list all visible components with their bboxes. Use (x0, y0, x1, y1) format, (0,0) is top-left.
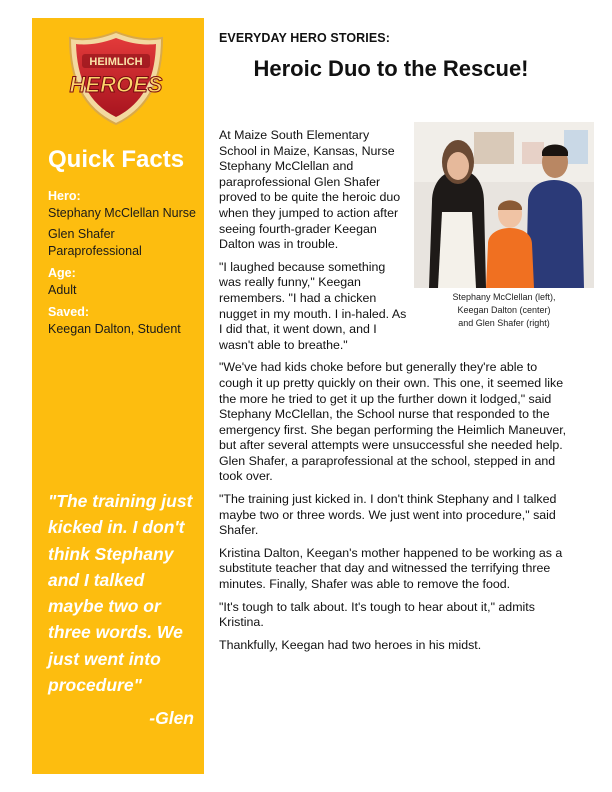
article-paragraph: At Maize South Elementary School in Maize, Kansas, Nurse Stephany McClellan and paraprofessional Glen Shafer proved to be quite the heroic duo when they jumped to action after seeing fourth-grader Keegan Dalton was in trouble. (219, 128, 401, 252)
quick-facts-title: Quick Facts (48, 146, 185, 173)
photo-caption-line-3: and Glen Shafer (right) (458, 318, 550, 328)
quick-facts-sidebar (32, 18, 204, 774)
fact-value-hero-2: Glen Shafer Paraprofessional (48, 227, 142, 258)
article-paragraph: "We've had kids choke before but generally they're able to cough it up pretty quickly on their own. This one, it seemed like the more he tried to get it up the further down it lodged," said Stephany McClellan, the School nurse that responded to the emergency first. She began performing the Heimlich Maneuver, but after several attempts were unsuccessful she needed help. Glen Shafer, a paraprofessional at the school, stepped in and took over. (219, 360, 567, 484)
photo-float-spacer (409, 128, 569, 342)
fact-value-hero-1: Stephany McClellan Nurse (48, 206, 196, 220)
pull-quote: "The training just kicked in. I don't think Stephany and I talked maybe two or three words. We just went into procedure" (48, 491, 193, 696)
article-paragraph: Kristina Dalton, Keegan's mother happened to be working as a substitute teacher that day and witnessed the terrifying three minutes. Finally, Shafer was able to remove the food. (219, 545, 563, 592)
pull-quote-attribution: -Glen (149, 708, 194, 728)
photo-caption-line-1: Stephany McClellan (left), (452, 292, 556, 302)
fact-label-hero: Hero: (48, 189, 81, 203)
fact-value-age: Adult (48, 283, 77, 297)
photo-caption-line-2: Keegan Dalton (center) (457, 305, 551, 315)
heimlich-heroes-logo (60, 28, 172, 128)
fact-label-age: Age: (48, 266, 76, 280)
article-paragraph: Thankfully, Keegan had two heroes in his midst. (219, 637, 482, 652)
article-headline: Heroic Duo to the Rescue! (253, 56, 529, 81)
fact-label-saved: Saved: (48, 305, 89, 319)
section-kicker: EVERYDAY HERO STORIES: (219, 31, 390, 45)
facts-list (48, 183, 198, 342)
svg-text:HEROES: HEROES (69, 72, 163, 97)
article-body (219, 128, 569, 660)
svg-text:HEIMLICH: HEIMLICH (89, 56, 143, 68)
article-paragraph: "It's tough to talk about. It's tough to hear about it," admits Kristina. (219, 599, 535, 630)
fact-value-saved: Keegan Dalton, Student (48, 322, 181, 336)
article-paragraph: "The training just kicked in. I don't think Stephany and I talked maybe two or three words. We just went into procedure," said Shafer. (219, 492, 557, 538)
article-paragraph: "I laughed because something was really funny," Keegan remembers. "I had a chicken nugget in my mouth. I in-haled. As I did that, it went down, and I wasn't able to breathe." (219, 259, 407, 352)
